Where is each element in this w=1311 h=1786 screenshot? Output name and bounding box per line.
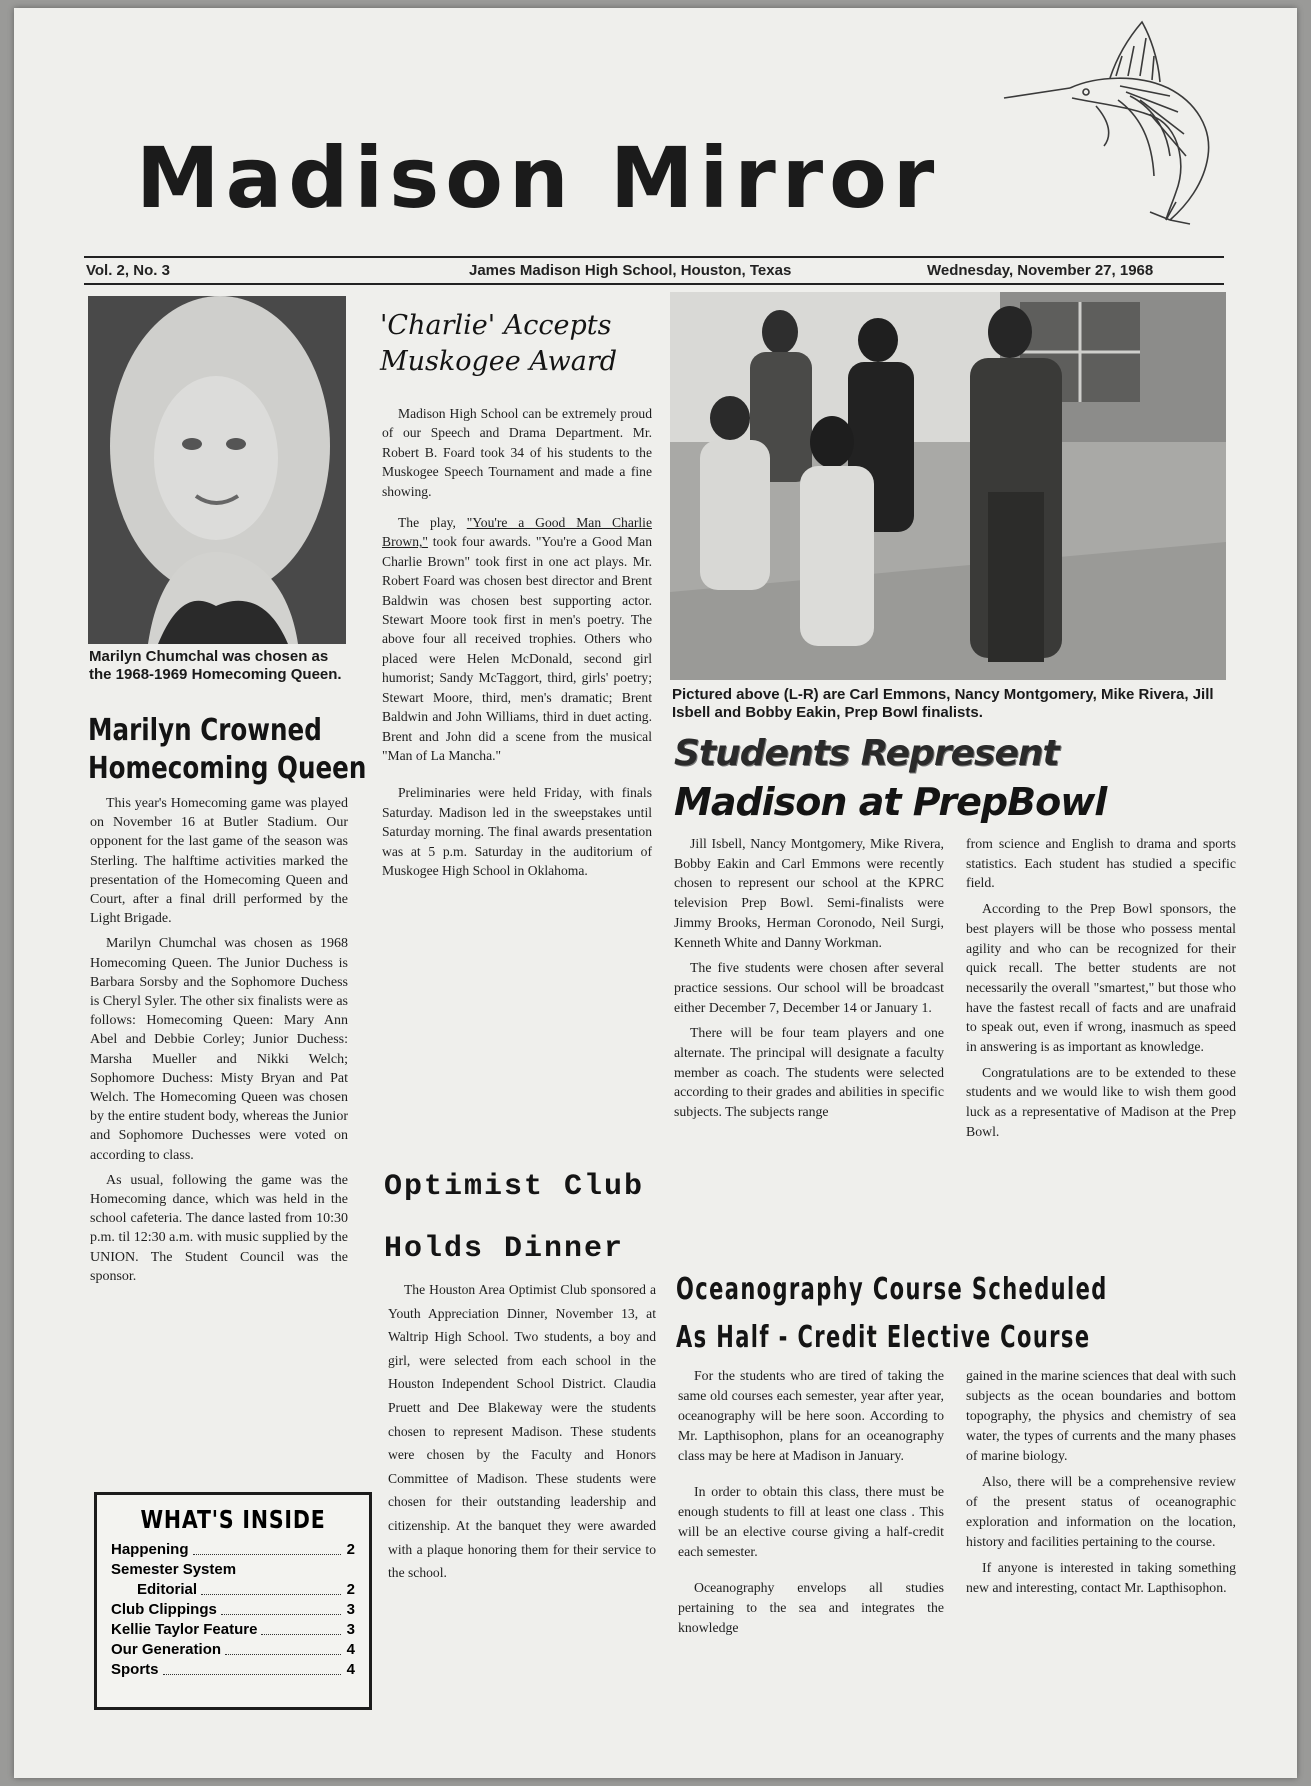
toc-leader xyxy=(193,1554,342,1555)
optimist-paragraph: The Houston Area Optimist Club sponsored a Youth Appreciation Dinner, November 13, at Waltrip High School. Two students, a boy and girl, were selected from each school in the Houston Independent School District. Claudia Pruett and Dee Blakeway were the students chosen to represent Madison. These students were chosen by the Faculty and Honors Committee of Madison. These students were chosen for their outstanding leadership and citizenship. At the banquet they were awarded with a plaque honoring them for their service to the school. xyxy=(388,1282,656,1581)
toc-leader xyxy=(163,1674,341,1675)
queen-photo-caption: Marilyn Chumchal was chosen as the 1968-1969 Homecoming Queen. xyxy=(89,648,342,683)
prep-bowl-body-left xyxy=(674,834,944,1122)
toc-item xyxy=(97,1640,369,1660)
charlie-article-body xyxy=(382,404,652,880)
queen-paragraph: As usual, following the game was the Homecoming dance, which was held in the school cafeteria. The dance lasted from 10:30 p.m. til 12:30 a.m. with music supplied by the UNION. The Student Council was the sponsor. xyxy=(90,1172,348,1284)
prep-bowl-photo-caption: Pictured above (L-R) are Carl Emmons, Nancy Montgomery, Mike Rivera, Jill Isbell and Bobby Eakin, Prep Bowl finalists. xyxy=(672,686,1214,721)
oceanography-paragraph: gained in the marine sciences that deal with such subjects as the ocean boundaries and bottom topography, the physics and chemistry of sea water, the types of currents and the many phases of marine biology. xyxy=(966,1368,1236,1463)
toc-item-name: Kellie Taylor Feature xyxy=(111,1621,258,1638)
prep-bowl-finalists-photo xyxy=(670,292,1226,680)
masthead-bottom-rule xyxy=(84,283,1224,285)
toc-leader xyxy=(261,1634,341,1635)
toc-item-name: Semester System xyxy=(111,1561,237,1578)
toc-item-page: 2 xyxy=(346,1541,355,1558)
prep-bowl-paragraph: According to the Prep Bowl sponsors, the best players will be those who possess mental agility and who can be recognized for their quick recall. The better students are not necessarily the overall "smartest," but those who have the fastest recall of facts and are unafraid to speak out, even if wrong, inasmuch as speed in answering is as important as knowledge. xyxy=(966,901,1236,1055)
queen-paragraph: This year's Homecoming game was played on November 16 at Butler Stadium. Our opponent for the last game of the season was Sterling. The halftime activities marked the presentation of the Homecoming Queen and Court, after a final drill performed by the Light Brigade. xyxy=(90,796,348,927)
toc-item-name: Club Clippings xyxy=(111,1601,217,1618)
oceanography-paragraph: Also, there will be a comprehensive review of the present status of oceanographic exploration and information on the location, history and facilities pertaining to the course. xyxy=(966,1474,1236,1549)
prep-bowl-headline-line-2: Madison at PrepBowl xyxy=(674,780,1107,824)
whats-inside-box xyxy=(94,1492,372,1710)
prep-bowl-paragraph: There will be four team players and one alternate. The principal will designate a faculty member as coach. The students were selected according to their grades and abilities in specific subjects. The subjects range xyxy=(674,1025,944,1120)
oceanography-paragraph: If anyone is interested in taking something new and interesting, contact Mr. Lapthisophon. xyxy=(966,1560,1236,1595)
toc-item xyxy=(97,1580,369,1600)
queen-headline-line-2: Homecoming Queen xyxy=(88,751,367,786)
whats-inside-title: WHAT'S INSIDE xyxy=(140,1505,326,1534)
optimist-headline xyxy=(384,1156,664,1280)
toc-item-name: Sports xyxy=(111,1661,159,1678)
toc-item xyxy=(97,1660,369,1680)
prep-bowl-paragraph: from science and English to drama and sports statistics. Each student has studied a specific field. xyxy=(966,836,1236,891)
oceanography-paragraph: For the students who are tired of taking the same old courses each semester, year after year, oceanography will be here soon. According to Mr. Lapthisophon, plans for an oceanography class may be here at Madison in January. xyxy=(678,1368,944,1463)
toc-item-name: Our Generation xyxy=(111,1641,222,1658)
marlin-icon xyxy=(1000,16,1230,226)
charlie-headline-line-2: Muskogee Award xyxy=(380,346,618,377)
prep-bowl-headline-line-1: Students Represent xyxy=(674,733,1059,774)
toc-item xyxy=(97,1560,369,1580)
charlie-paragraph: Preliminaries were held Friday, with finals Saturday. Madison led in the sweepstakes until Saturday morning. The final awards presentation was at 5 p.m. Saturday in the auditorium of Muskogee High School in Oklahoma. xyxy=(382,785,652,878)
toc-leader xyxy=(201,1594,341,1595)
queen-headline-line-1: Marilyn Crowned xyxy=(88,713,322,748)
volume-number: Vol. 2, No. 3 xyxy=(86,262,170,279)
oceanography-headline xyxy=(676,1266,1236,1362)
oceanography-paragraph: In order to obtain this class, there must be enough students to fill at least one class . This will be an elective course giving a half-credit each semester. xyxy=(678,1484,944,1559)
school-location: James Madison High School, Houston, Texas xyxy=(469,262,792,279)
oceanography-body-left xyxy=(678,1366,944,1638)
toc-item-page: 4 xyxy=(346,1661,355,1678)
toc-item-page: 2 xyxy=(346,1581,355,1598)
charlie-paragraph xyxy=(382,513,652,765)
toc-leader xyxy=(221,1614,341,1615)
newspaper-page xyxy=(14,8,1297,1778)
masthead-title: Madison Mirror xyxy=(136,129,941,227)
issue-date: Wednesday, November 27, 1968 xyxy=(927,262,1154,279)
prep-bowl-paragraph: Congratulations are to be extended to these students and we would like to wish them good luck as a representative of Madison at the Prep Bowl. xyxy=(966,1064,1236,1139)
optimist-headline-line-1: Optimist Club xyxy=(384,1170,645,1204)
queen-headline xyxy=(88,712,378,788)
queen-paragraph: Marilyn Chumchal was chosen as 1968 Homecoming Queen. The Junior Duchess is Barbara Sorsby and the Sophomore Duchess is Cheryl Syler. The other six finalists were as follows: Homecoming Queen: Mary Ann Abel and Debbie Corley; Junior Duchess: Marsha Mueller and Nikki Welch; Sophomore Duchess: Misty Bryan and Pat Welch. The Homecoming Queen was chosen by the entire student body, whereas the Junior and Sophomore Duchesses were voted on according to class. xyxy=(90,936,348,1163)
homecoming-queen-photo xyxy=(88,296,346,644)
oceanography-headline-line-1: Oceanography Course Scheduled xyxy=(676,1272,1108,1307)
toc-leader xyxy=(225,1654,341,1655)
toc-item xyxy=(97,1540,369,1560)
prep-bowl-paragraph: Jill Isbell, Nancy Montgomery, Mike Rivera, Bobby Eakin and Carl Emmons were recently chosen to represent our school at the KPRC television Prep Bowl. Semi-finalists were Jimmy Brooks, Herman Coronodo, Neil Surgi, Kenneth White and Danny Workman. xyxy=(674,836,944,950)
charlie-paragraph-lead: The play, xyxy=(398,515,467,531)
oceanography-paragraph: Oceanography envelops all studies pertaining to the sea and integrates the knowledge xyxy=(678,1580,944,1635)
queen-article-body xyxy=(90,794,348,1286)
play-title: "You're a Good Man Charlie Brown," xyxy=(382,515,652,550)
toc-item-page: 4 xyxy=(346,1641,355,1658)
toc-item xyxy=(97,1600,369,1620)
toc-item-page: 3 xyxy=(346,1601,355,1618)
charlie-paragraph: Madison High School can be extremely proud of our Speech and Drama Department. Mr. Robert B. Foard took 34 of his students to the Muskogee Speech Tournament and made a fine showing. xyxy=(382,406,652,499)
masthead-top-rule xyxy=(84,256,1224,258)
charlie-headline-line-1: 'Charlie' Accepts xyxy=(380,310,612,341)
charlie-headline xyxy=(380,308,660,380)
optimist-headline-line-2: Holds Dinner xyxy=(384,1232,625,1266)
prep-bowl-body-right xyxy=(966,834,1236,1142)
oceanography-headline-line-2: As Half - Credit Elective Course xyxy=(676,1320,1091,1355)
prep-bowl-headline xyxy=(674,730,1226,826)
oceanography-body-right xyxy=(966,1366,1236,1598)
toc-item-page: 3 xyxy=(346,1621,355,1638)
charlie-paragraph-rest: took four awards. "You're a Good Man Charlie Brown" took first in one act plays. Mr. Robert Foard was chosen best director and Brent Baldwin was chosen best supporting actor. Stewart Moore took first in men's poetry. The above four all received trophies. Others who placed were Helen McDonald, second girl humorist; Sandy McTaggort, third, girls' poetry; Stewart Moore, third, men's dramatic; Brent Baldwin and John Williams, third in duet acting. Brent and John did a scene from the musical "Man of La Mancha." xyxy=(382,534,652,763)
toc-item-name: Editorial xyxy=(137,1581,198,1598)
prep-bowl-paragraph: The five students were chosen after several practice sessions. Our school will be broadcast either December 7, December 14 or January 1. xyxy=(674,960,944,1015)
toc-item-name: Happening xyxy=(111,1541,189,1558)
toc-item xyxy=(97,1620,369,1640)
optimist-article-body xyxy=(388,1278,656,1585)
